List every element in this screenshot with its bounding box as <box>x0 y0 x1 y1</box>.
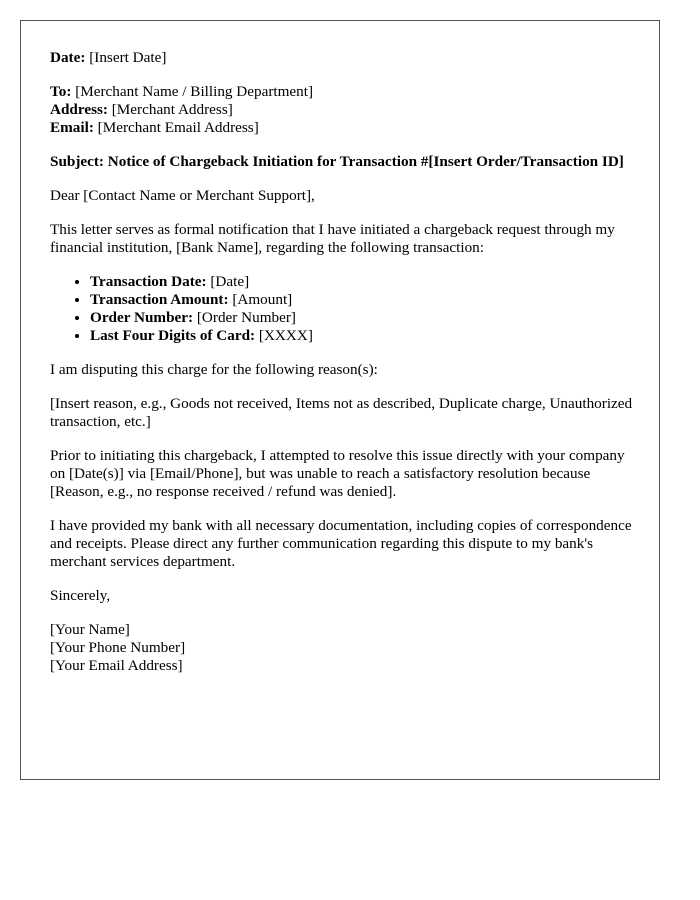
email-line <box>50 119 636 137</box>
detail-label: Transaction Amount: <box>90 291 229 308</box>
list-item <box>90 309 636 327</box>
list-item <box>90 273 636 291</box>
prior-attempt-paragraph: Prior to initiating this chargeback, I attempted to resolve this issue directly with your company on [Date(s)] via [Email/Phone], but was unable to reach a satisfactory resolution because [Reason, e.g., no response received / refund was denied]. <box>50 447 625 500</box>
to-label: To: <box>50 83 72 100</box>
detail-value: [Amount] <box>232 291 293 308</box>
letter-frame <box>20 20 660 780</box>
address-value: [Merchant Address] <box>111 101 233 118</box>
detail-label: Transaction Date: <box>90 273 207 290</box>
reason-placeholder-paragraph: [Insert reason, e.g., Goods not received, Items not as described, Duplicate charge, Unauthorized transaction, etc.] <box>50 395 633 430</box>
signature-block <box>50 621 636 675</box>
date-value: [Insert Date] <box>89 49 167 66</box>
detail-label: Last Four Digits of Card: <box>90 327 256 344</box>
transaction-details-list <box>50 273 636 345</box>
signature-name: [Your Name] <box>50 621 130 638</box>
detail-value: [XXXX] <box>258 327 313 344</box>
documentation-paragraph: I have provided my bank with all necessary documentation, including copies of correspondence and receipts. Please direct any further communication regarding this dispute to my bank's merchant services department. <box>50 517 632 570</box>
date-block <box>50 49 636 67</box>
recipient-block <box>50 83 636 137</box>
list-item <box>90 327 636 345</box>
salutation: Dear [Contact Name or Merchant Support], <box>50 187 315 204</box>
reason-intro-paragraph: I am disputing this charge for the following reason(s): <box>50 361 378 378</box>
letter-body <box>50 49 636 675</box>
address-label: Address: <box>50 101 108 118</box>
list-item <box>90 291 636 309</box>
date-label: Date: <box>50 49 86 66</box>
date-line <box>50 49 636 67</box>
to-line <box>50 83 636 101</box>
email-label: Email: <box>50 119 94 136</box>
signature-email: [Your Email Address] <box>50 657 183 674</box>
address-line <box>50 101 636 119</box>
email-value: [Merchant Email Address] <box>97 119 259 136</box>
detail-value: [Date] <box>210 273 250 290</box>
signature-phone: [Your Phone Number] <box>50 639 186 656</box>
detail-value: [Order Number] <box>196 309 296 326</box>
to-value: [Merchant Name / Billing Department] <box>75 83 314 100</box>
subject-line: Subject: Notice of Chargeback Initiation for Transaction #[Insert Order/Transaction ID] <box>50 153 624 170</box>
detail-label: Order Number: <box>90 309 194 326</box>
intro-paragraph: This letter serves as formal notification that I have initiated a chargeback request through my financial institution, [Bank Name], regarding the following transaction: <box>50 221 615 256</box>
valediction: Sincerely, <box>50 587 111 604</box>
